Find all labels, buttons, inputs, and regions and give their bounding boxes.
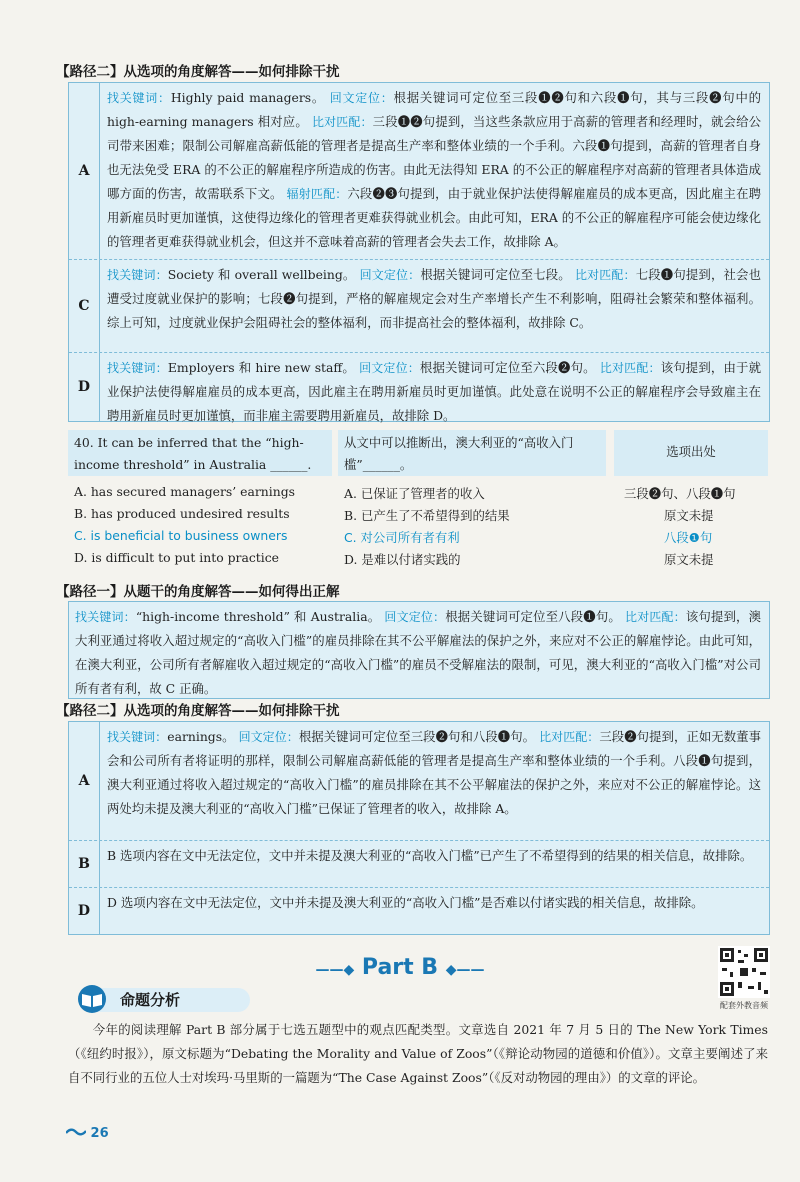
locate-tag: 回文定位： (359, 361, 420, 375)
qr-code-icon[interactable] (718, 946, 770, 998)
option-b-source: 原文未提 (664, 508, 714, 523)
part-b-title: Part B (361, 955, 439, 980)
option-a-source: 三段❷句、八段❶句 (624, 486, 736, 501)
option-explanation (107, 83, 769, 256)
match-tag: 比对匹配： (574, 268, 636, 282)
keyword-tag: 找关键词： (107, 268, 168, 282)
text: Highly paid managers。 (170, 90, 326, 105)
match-tag: 比对匹配： (539, 730, 600, 744)
option-explanation (107, 260, 769, 337)
keyword-tag: 找关键词： (107, 730, 168, 744)
route1-box (68, 601, 770, 699)
text: 根据关键词可定位至六段❷句。 (419, 360, 596, 375)
text: 七段❶句提到，社会也遭受过度就业保护的影响；七段❷句提到，严格的解雇规定会对生产率增长产生不利影响，阻碍社会繁荣和整体福利。综上可知，过度就业保护会阻碍社会的整体福利，而非提高社会的整体福利，故排除 C。 (107, 267, 761, 330)
source-header: 选项出处 (614, 430, 768, 476)
page-number (66, 1126, 109, 1141)
keyword-tag: 找关键词： (107, 361, 168, 375)
analysis-box-top (68, 82, 770, 422)
text: 三段❶❷句提到，当这些条款应用于高薪的管理者和经理时，就会给公司带来困难；限制公司解雇高薪低能的管理者是提高生产率和整体业绩的一个手利。六段❶句提到，高薪的管理者自身也无法免受 ERA 的不公正的解雇程序所造成的伤害。由此无法得知 ERA 的不公正的解雇程序对高薪的管理者具体造成哪方面的伤害，故需联系下文。 (107, 114, 761, 201)
question-stem-en: 40. It can be inferred that the “high-income threshold” in Australia ______. (68, 430, 332, 476)
analysis-paragraph: 今年的阅读理解 Part B 部分属于七选五题型中的观点匹配类型。文章选自 2021 年 7 月 5 日的 The New York Times（《纽约时报》），原文标题为“Debating the Morality and Value of Zoos”（《辩论动物园的道德和价值》）。文章主要阐述了来自不同行业的五位人士对埃玛·马里斯的一篇题为“The Case Against Zoos”（《反对动物园的理由》）的文章的评论。 (68, 1022, 768, 1085)
book-icon (74, 984, 110, 1014)
text: 该句提到，由于就业保护法使得解雇雇员的成本更高，因此雇主在聘用新雇员时更加谨慎。此处意在说明不公正的解雇程序会导致雇主在聘用新雇员时更加谨慎，而非雇主需要聘用新雇员，故排除 D。 (107, 360, 761, 423)
text: 根据关键词可定位至三段❶❷句和六段❶句，其与三段❷句中的 high-earning managers 相对应。 (107, 90, 761, 129)
question-stem-cn: 从文中可以推断出，澳大利亚的“高收入门槛”______。 (338, 430, 606, 476)
option-d-en: D. is difficult to put into practice (74, 550, 280, 565)
section-title: 命题分析 (120, 991, 181, 1009)
locate-tag: 回文定位： (384, 610, 446, 624)
option-b-en: B. has produced undesired results (74, 506, 290, 521)
part-b-heading (0, 955, 800, 980)
locate-tag: 回文定位： (359, 268, 421, 282)
match-tag: 比对匹配： (599, 361, 661, 375)
option-label: A (69, 722, 100, 840)
qr-caption: 配套外教音频 (720, 1001, 768, 1010)
option-c-en: C. is beneficial to business owners (74, 528, 288, 543)
option-label: D (69, 353, 100, 421)
text: 根据关键词可定位至八段❶句。 (445, 609, 621, 624)
route1-heading: 【路径一】从题干的角度解答——如何得出正解 (56, 584, 340, 600)
decor-left-icon: ——◆ (315, 962, 355, 978)
option-label: A (69, 83, 100, 259)
text: 根据关键词可定位至七段。 (420, 267, 571, 282)
text: Society 和 overall wellbeing。 (167, 267, 356, 282)
option-row-d (69, 353, 769, 421)
text: 三段❷句提到，正如无数董事会和公司所有者将证明的那样，限制公司解雇高薪低能的管理者是提高生产率和整体业绩的一个手利。八段❶句提到，澳大利亚通过将收入超过规定的“高收入门槛”的雇员排除在其不公平解雇法的保护之外，来应对不公正的解雇悖论。这两处均未提及澳大利亚的“高收入门槛”已保证了管理者的收入，故排除 A。 (107, 729, 761, 816)
keyword-tag: 找关键词： (107, 91, 171, 105)
option-explanation (107, 722, 769, 823)
locate-tag: 回文定位： (238, 730, 299, 744)
option-label: B (69, 841, 100, 887)
text: 根据关键词可定位至三段❷句和八段❶句。 (298, 729, 536, 744)
text: earnings。 (167, 729, 235, 744)
route1-explanation (69, 602, 769, 698)
match-tag: 比对匹配： (311, 115, 373, 129)
option-c-source: 八段❶句 (664, 530, 713, 545)
option-label: C (69, 260, 100, 352)
option-d-source: 原文未提 (664, 552, 714, 567)
option-d-cn: D. 是难以付诸实践的 (344, 552, 461, 567)
option-row-b (69, 841, 769, 888)
keyword-tag: 找关键词： (75, 610, 136, 624)
route2-heading-top: 【路径二】从选项的角度解答——如何排除干扰 (56, 64, 340, 80)
match-tag: 比对匹配： (625, 610, 686, 624)
text: 该句提到，澳大利亚通过将收入超过规定的“高收入门槛”的雇员排除在其不公平解雇法的保护之外，来应对不公正的解雇悖论。由此可知，在澳大利亚，公司所有者解雇收入超过规定的“高收入门槛”的雇员不受解雇法的限制，可见，澳大利亚的“高收入门槛”对公司所有者有利，故 C 正确。 (75, 609, 762, 696)
analysis-box-bottom (68, 721, 770, 935)
decor-right-icon: ◆—— (445, 962, 485, 978)
section-title-badge (80, 988, 250, 1012)
option-explanation: B 选项内容在文中无法定位，文中并未提及澳大利亚的“高收入门槛”已产生了不希望得到的结果的相关信息，故排除。 (107, 848, 753, 863)
option-a-cn: A. 已保证了管理者的收入 (344, 486, 485, 501)
option-row-d (69, 888, 769, 934)
locate-tag: 回文定位： (329, 91, 394, 105)
option-a-en: A. has secured managers’ earnings (74, 484, 296, 499)
radiate-tag: 辐射匹配： (286, 187, 348, 201)
option-explanation: D 选项内容在文中无法定位，文中并未提及澳大利亚的“高收入门槛”是否难以付诸实践的相关信息，故排除。 (107, 895, 704, 910)
page-number-text: 26 (90, 1126, 109, 1141)
text: 六段❷❸句提到，由于就业保护法使得解雇雇员的成本更高，因此雇主在聘用新雇员时更加谨慎，这使得边缘化的管理者更难获得就业机会。由此可知，ERA 的不公正的解雇程序可能会使边缘化的管理者更难获得就业机会，但这并不意味着高薪的管理者会失去工作，故排除 A。 (107, 186, 762, 249)
option-row-a (69, 83, 769, 260)
option-row-a (69, 722, 769, 841)
option-explanation (107, 353, 769, 430)
text: “high-income threshold” 和 Australia。 (135, 609, 381, 624)
option-row-c (69, 260, 769, 353)
text: Employers 和 hire new staff。 (167, 360, 355, 375)
wave-icon (66, 1127, 86, 1137)
route2-heading-bottom: 【路径二】从选项的角度解答——如何排除干扰 (56, 703, 340, 719)
option-label: D (69, 888, 100, 934)
option-c-cn: C. 对公司所有者有利 (344, 530, 460, 545)
option-b-cn: B. 已产生了不希望得到的结果 (344, 508, 510, 523)
